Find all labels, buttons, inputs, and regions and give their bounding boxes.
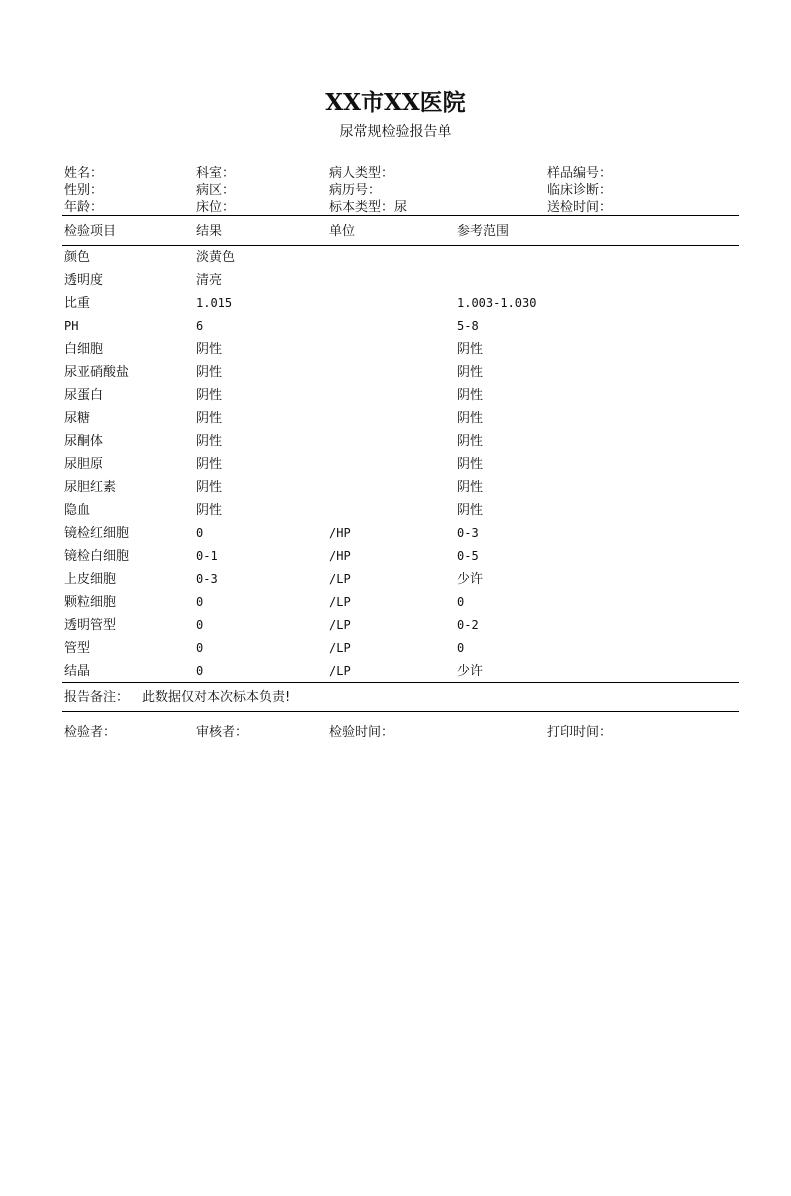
cell-item: 镜检红细胞 bbox=[64, 526, 130, 541]
cell-result: 阴性 bbox=[196, 503, 223, 518]
cell-unit: /HP bbox=[329, 549, 351, 563]
cell-result: 0 bbox=[196, 664, 204, 678]
cell-result: 阴性 bbox=[196, 434, 223, 449]
cell-range: 0 bbox=[457, 641, 465, 655]
cell-result: 1.015 bbox=[196, 296, 233, 310]
divider bbox=[62, 245, 739, 246]
cell-item: 尿亚硝酸盐 bbox=[64, 365, 130, 380]
record-no-label: 病历号： bbox=[329, 183, 382, 198]
cell-unit: /LP bbox=[329, 641, 351, 655]
cell-item: 尿胆红素 bbox=[64, 480, 117, 495]
cell-range: 0 bbox=[457, 595, 465, 609]
cell-range: 阴性 bbox=[457, 342, 484, 357]
cell-item: 颗粒细胞 bbox=[64, 595, 117, 610]
cell-range: 阴性 bbox=[457, 480, 484, 495]
reviewer-label: 审核者： bbox=[196, 725, 249, 740]
cell-unit: /LP bbox=[329, 618, 351, 632]
cell-result: 阴性 bbox=[196, 365, 223, 380]
send-time-label: 送检时间： bbox=[547, 200, 613, 215]
hospital-name: XX市XX医院 bbox=[325, 89, 466, 116]
remark-text: 此数据仅对本次标本负责! bbox=[142, 690, 291, 705]
bed-label: 床位： bbox=[196, 200, 236, 215]
specimen-type-label: 标本类型：尿 bbox=[329, 200, 408, 215]
cell-unit: /LP bbox=[329, 572, 351, 586]
cell-result: 阴性 bbox=[196, 411, 223, 426]
col-header-range: 参考范围 bbox=[457, 224, 510, 239]
test-time-label: 检验时间： bbox=[329, 725, 395, 740]
cell-result: 0 bbox=[196, 595, 204, 609]
col-header-item: 检验项目 bbox=[64, 224, 117, 239]
cell-result: 淡黄色 bbox=[196, 250, 236, 265]
cell-item: 透明管型 bbox=[64, 618, 117, 633]
cell-item: 比重 bbox=[64, 296, 91, 311]
cell-item: 尿糖 bbox=[64, 411, 91, 426]
cell-range: 阴性 bbox=[457, 411, 484, 426]
cell-result: 0-3 bbox=[196, 572, 218, 586]
name-label: 姓名： bbox=[64, 166, 104, 181]
cell-range: 5-8 bbox=[457, 319, 479, 333]
cell-result: 阴性 bbox=[196, 342, 223, 357]
age-label: 年龄： bbox=[64, 200, 104, 215]
gender-label: 性别： bbox=[64, 183, 104, 198]
cell-result: 6 bbox=[196, 319, 204, 333]
department-label: 科室： bbox=[196, 166, 236, 181]
cell-item: 颜色 bbox=[64, 250, 91, 265]
patient-type-label: 病人类型： bbox=[329, 166, 395, 181]
sample-no-label: 样品编号： bbox=[547, 166, 613, 181]
cell-range: 少许 bbox=[457, 572, 484, 587]
cell-item: 管型 bbox=[64, 641, 91, 656]
cell-unit: /HP bbox=[329, 526, 351, 540]
col-header-result: 结果 bbox=[196, 224, 223, 239]
ward-label: 病区： bbox=[196, 183, 236, 198]
cell-item: 镜检白细胞 bbox=[64, 549, 130, 564]
cell-item: 尿酮体 bbox=[64, 434, 104, 449]
cell-range: 阴性 bbox=[457, 503, 484, 518]
diagnosis-label: 临床诊断： bbox=[547, 183, 613, 198]
cell-item: 结晶 bbox=[64, 664, 91, 679]
cell-range: 0-5 bbox=[457, 549, 479, 563]
cell-unit: /LP bbox=[329, 664, 351, 678]
cell-result: 0 bbox=[196, 641, 204, 655]
cell-range: 0-2 bbox=[457, 618, 479, 632]
cell-range: 阴性 bbox=[457, 457, 484, 472]
cell-range: 0-3 bbox=[457, 526, 479, 540]
cell-range: 1.003-1.030 bbox=[457, 296, 537, 310]
examiner-label: 检验者： bbox=[64, 725, 117, 740]
cell-result: 阴性 bbox=[196, 388, 223, 403]
cell-item: 白细胞 bbox=[64, 342, 104, 357]
cell-result: 0 bbox=[196, 526, 204, 540]
cell-range: 阴性 bbox=[457, 388, 484, 403]
cell-result: 0 bbox=[196, 618, 204, 632]
cell-item: PH bbox=[64, 319, 79, 333]
cell-item: 尿胆原 bbox=[64, 457, 104, 472]
cell-result: 阴性 bbox=[196, 480, 223, 495]
cell-result: 0-1 bbox=[196, 549, 218, 563]
cell-item: 透明度 bbox=[64, 273, 104, 288]
divider bbox=[62, 682, 739, 683]
cell-result: 阴性 bbox=[196, 457, 223, 472]
cell-range: 少许 bbox=[457, 664, 484, 679]
col-header-unit: 单位 bbox=[329, 224, 356, 239]
cell-range: 阴性 bbox=[457, 365, 484, 380]
cell-result: 清亮 bbox=[196, 273, 223, 288]
cell-unit: /LP bbox=[329, 595, 351, 609]
remark-label: 报告备注： bbox=[64, 690, 130, 705]
cell-item: 上皮细胞 bbox=[64, 572, 117, 587]
cell-range: 阴性 bbox=[457, 434, 484, 449]
report-title: 尿常规检验报告单 bbox=[339, 124, 452, 140]
print-time-label: 打印时间： bbox=[547, 725, 613, 740]
divider bbox=[62, 215, 739, 216]
cell-item: 尿蛋白 bbox=[64, 388, 104, 403]
cell-item: 隐血 bbox=[64, 503, 91, 518]
divider bbox=[62, 711, 739, 712]
